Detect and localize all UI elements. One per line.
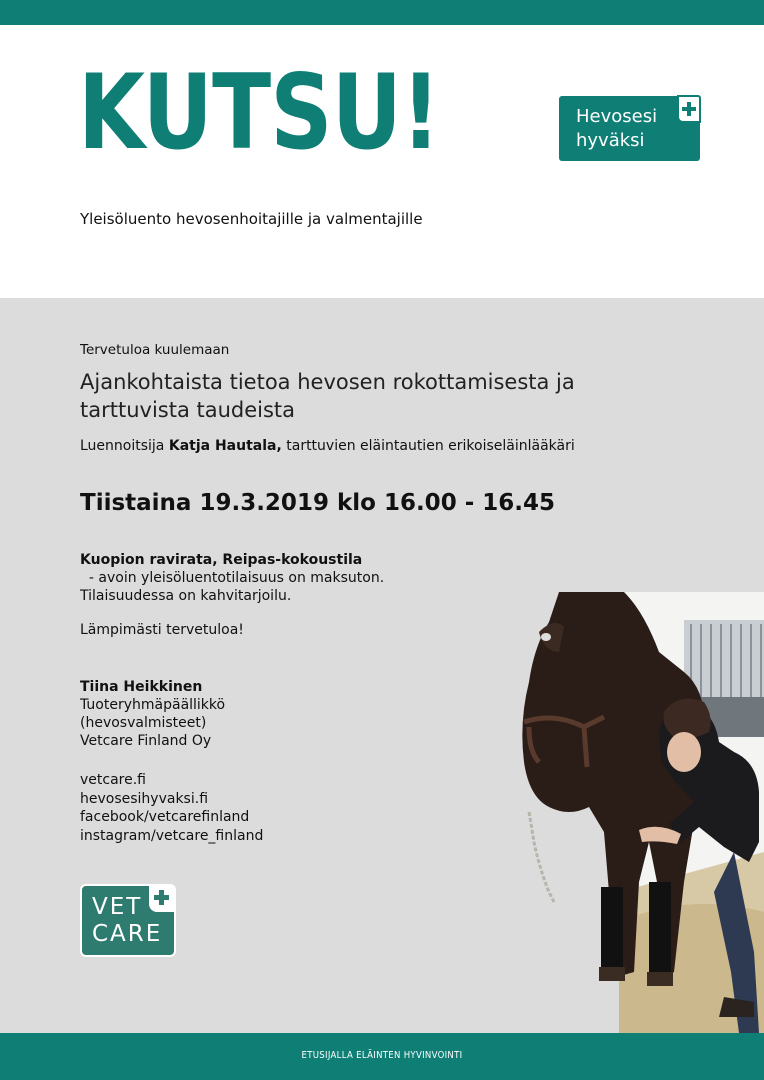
venue-coffee: Tilaisuudessa on kahvitarjoilu. bbox=[80, 588, 292, 604]
link-vetcare[interactable]: vetcare.fi bbox=[80, 772, 146, 788]
vetcare-logo-line-2: CARE bbox=[92, 921, 163, 947]
venue-name: Kuopion ravirata, Reipas-kokoustila bbox=[80, 552, 363, 568]
plus-icon bbox=[677, 95, 701, 123]
contact-name: Tiina Heikkinen bbox=[80, 679, 203, 695]
footer-bar bbox=[0, 1033, 764, 1080]
badge-line-2: hyväksi bbox=[576, 130, 645, 151]
lecturer-line bbox=[80, 438, 575, 454]
lecture-headline: Ajankohtaista tietoa hevosen rokottamisesta ja tarttuvista taudeista bbox=[80, 370, 575, 422]
badge-line-1: Hevosesi bbox=[576, 106, 658, 127]
contact-block bbox=[80, 678, 225, 750]
welcome-text: Tervetuloa kuulemaan bbox=[80, 342, 230, 358]
page-subtitle: Yleisöluento hevosenhoitajille ja valmentajille bbox=[80, 210, 423, 228]
contact-company: Vetcare Finland Oy bbox=[80, 733, 212, 749]
horse-photo bbox=[509, 592, 764, 1033]
lecturer-prefix: Luennoitsija bbox=[80, 438, 169, 454]
link-instagram[interactable]: instagram/vetcare_finland bbox=[80, 827, 264, 844]
lecturer-name: Katja Hautala, bbox=[168, 438, 282, 454]
lecturer-suffix: tarttuvien eläintautien erikoiseläinlääkäri bbox=[281, 438, 575, 454]
venue-note: - avoin yleisöluentotilaisuus on maksuton. bbox=[80, 570, 385, 586]
contact-title-2: (hevosvalmisteet) bbox=[80, 715, 207, 731]
vetcare-logo bbox=[80, 884, 176, 957]
warm-welcome: Lämpimästi tervetuloa! bbox=[80, 622, 244, 638]
top-accent-bar bbox=[0, 0, 764, 25]
links-block bbox=[80, 771, 263, 845]
hevosesi-hyvaksi-logo bbox=[559, 96, 700, 161]
link-hevosesihyvaksi[interactable]: hevosesihyvaksi.fi bbox=[80, 790, 209, 807]
link-facebook[interactable]: facebook/vetcarefinland bbox=[80, 809, 250, 825]
vetcare-plus-icon bbox=[149, 884, 176, 912]
vetcare-logo-line-1: VET bbox=[92, 894, 143, 920]
event-date: Tiistaina 19.3.2019 klo 16.00 - 16.45 bbox=[80, 490, 556, 516]
badge-text bbox=[576, 105, 657, 153]
footer-slogan: ETUSIJALLA ELÄINTEN HYVINVOINTI bbox=[301, 1050, 463, 1061]
page-title: KUTSU! bbox=[78, 53, 440, 173]
contact-title-1: Tuoteryhmäpäällikkö bbox=[80, 697, 226, 713]
